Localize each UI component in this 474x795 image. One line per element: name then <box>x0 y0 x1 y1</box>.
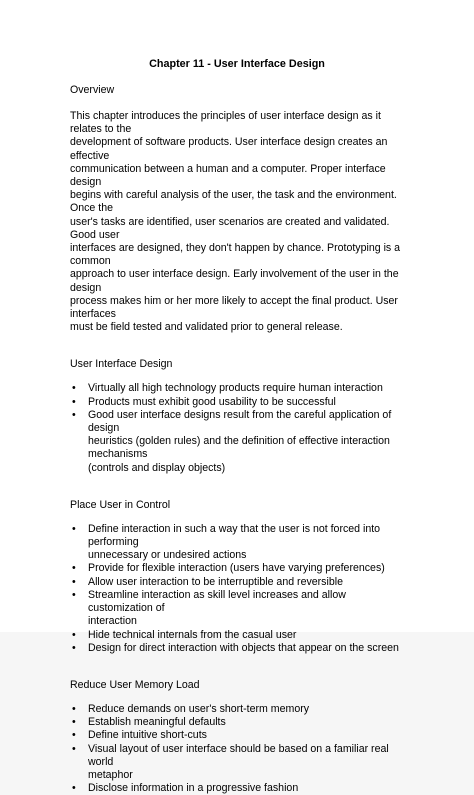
list-item <box>70 576 404 589</box>
bullet-glyph: • <box>72 522 76 535</box>
list-item-text: Establish meaningful defaults <box>88 716 226 729</box>
section-heading-reduce-user-memory-load: Reduce User Memory Load <box>70 678 200 691</box>
bullet-glyph: • <box>72 729 76 742</box>
list-item-text: Products must exhibit good usability to be successful <box>88 395 336 408</box>
overview-heading: Overview <box>70 84 115 96</box>
list-item-text: Reduce demands on user's short-term memory <box>88 702 310 715</box>
list-item <box>70 589 404 629</box>
bullet-list-place-user-in-control <box>70 523 404 655</box>
section-heading-user-interface-design: User Interface Design <box>70 358 173 371</box>
list-item <box>70 743 404 783</box>
list-item-text: Hide technical internals from the casual user <box>88 628 297 641</box>
bullet-glyph: • <box>72 395 76 408</box>
bullet-glyph: • <box>72 702 76 715</box>
list-item-text: Good user interface designs result from the careful application of design heuristics (golden rules) and the definition of effective interaction mechanisms (controls and display objects) <box>88 408 392 474</box>
bullet-glyph: • <box>72 588 76 601</box>
list-item-text: Provide for flexible interaction (users have varying preferences) <box>88 562 385 575</box>
section-heading-place-user-in-control: Place User in Control <box>70 498 171 511</box>
list-item <box>70 523 404 563</box>
list-item-text: Visual layout of user interface should be based on a familiar real world metaphor <box>88 742 389 781</box>
list-item-text: Allow user interaction to be interruptible and reversible <box>88 575 343 588</box>
bullet-glyph: • <box>72 782 76 795</box>
bullet-glyph: • <box>72 628 76 641</box>
chapter-title: Chapter 11 - User Interface Design <box>149 58 325 70</box>
list-item-text: Design for direct interaction with objects that appear on the screen <box>88 641 399 654</box>
bullet-glyph: • <box>72 575 76 588</box>
list-item-text: Define interaction in such a way that the user is not forced into performing unnecessary or undesired actions <box>88 522 381 562</box>
list-item-text: Disclose information in a progressive fashion <box>88 782 299 795</box>
bullet-glyph: • <box>72 408 76 421</box>
list-item <box>70 642 404 655</box>
list-item <box>70 782 404 795</box>
list-item-text: Streamline interaction as skill level increases and allow customization of interaction <box>88 588 346 628</box>
overview-paragraph: This chapter introduces the principles of user interface design as it relates to the development of software products. User interface design creates an effective communication between a human and a computer. Proper interface design begins with careful analysis of the user, the task and the environment. Once the user's tasks are identified, user scenarios are created and validated. Good user interfaces are designed, they don't happen by chance. Prototyping is a common approach to user interface design. Early involvement of the user in the design process makes him or her more likely to accept the final product. User interfaces must be field tested and validated prior to general release. <box>70 110 401 334</box>
bullet-list-user-interface-design <box>70 382 404 474</box>
bullet-glyph: • <box>72 382 76 395</box>
list-item <box>70 629 404 642</box>
bullet-glyph: • <box>72 716 76 729</box>
list-item-text: Virtually all high technology products require human interaction <box>88 382 383 395</box>
bullet-glyph: • <box>72 562 76 575</box>
list-item <box>70 729 404 742</box>
list-item <box>70 562 404 575</box>
list-item <box>70 396 404 409</box>
list-item <box>70 382 404 395</box>
list-item-text: Define intuitive short-cuts <box>88 729 207 742</box>
bullet-glyph: • <box>72 742 76 755</box>
list-item <box>70 409 404 475</box>
list-item <box>70 703 404 716</box>
list-item <box>70 716 404 729</box>
bullet-list-reduce-user-memory-load <box>70 703 404 795</box>
bullet-glyph: • <box>72 641 76 654</box>
